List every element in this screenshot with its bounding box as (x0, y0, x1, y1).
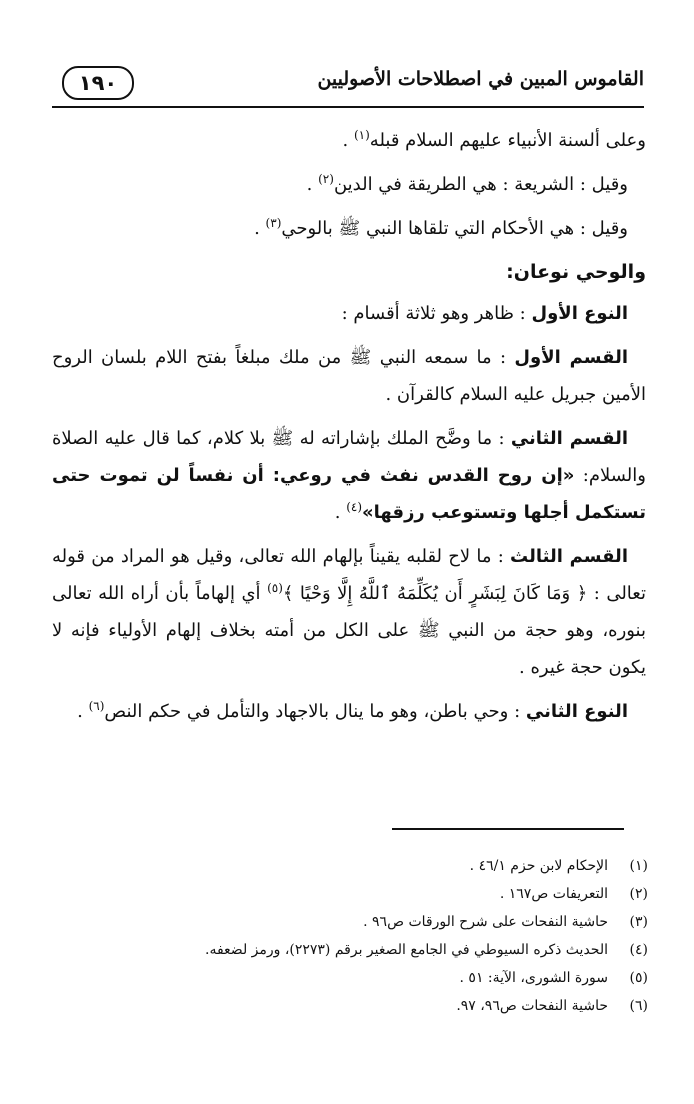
paragraph-text: وقيل : الشريعة : هي الطريقة في الدين (333, 174, 628, 195)
paragraph-end: . (342, 130, 354, 151)
footnote-ref-4: (٤) (346, 500, 363, 514)
footnote-divider (392, 828, 624, 830)
paragraph-section-2 (52, 420, 646, 531)
footnote-number: (٥) (629, 970, 648, 986)
footnote-number: (٢) (629, 886, 648, 902)
footnote-text: حاشية النفحات على شرح الورقات ص٩٦ . (363, 914, 608, 930)
paragraph-text: : ما سمعه النبي ﷺ من ملك مبلغاً بفتح اللام بلسان الروح الأمين جبريل عليه السلام كالقرآن . (52, 347, 646, 405)
page-header (52, 62, 644, 108)
footnote-item (52, 992, 648, 1020)
footnote-ref-3: (٣) (265, 216, 282, 230)
footnote-ref-6: (٦) (88, 699, 105, 713)
footnote-text: الحديث ذكره السيوطي في الجامع الصغير برقم (٢٢٧٣)، ورمز لضعفه. (205, 942, 608, 958)
page-number: ١٩٠ (62, 66, 134, 100)
paragraph-text: : ظاهر وهو ثلاثة أقسام : (341, 303, 532, 324)
paragraph-text: وقيل : هي الأحكام التي تلقاها النبي ﷺ بالوحي (281, 218, 628, 239)
footnote-item (52, 908, 648, 936)
paragraph-text: : ما وضَّح الملك بإشاراته له ﷺ بلا كلام، كما قال عليه الصلاة والسلام: (52, 428, 646, 486)
footnote-item (52, 964, 648, 992)
paragraph-text: أي إلهاماً بأن أراه الله تعالى بنوره، وهو حجة من النبي ﷺ على الكل من أمته بخلاف إلهام الأولياء فإنه لا يكون حجة غيره . (52, 583, 646, 678)
paragraph-end: . (254, 218, 266, 239)
type-1-label: النوع الأول (531, 303, 628, 324)
section-heading: والوحي نوعان: (506, 261, 646, 283)
paragraph-section-1 (52, 339, 646, 413)
footnote-ref-2: (٢) (318, 172, 334, 186)
paragraph-end: . (306, 174, 319, 195)
footnote-item (52, 880, 648, 908)
paragraph-end: . (334, 502, 347, 523)
footnote-text: سورة الشورى، الآية: ٥١ . (459, 970, 608, 986)
paragraph-type-1 (52, 295, 646, 332)
hadith-quote: «إن روح القدس نفث في روعي: أن نفساً لن تموت حتى تستكمل أجلها وتستوعب رزقها» (52, 465, 646, 523)
paragraph-end: . (77, 701, 89, 722)
footnote-text: التعريفات ص١٦٧ . (499, 886, 608, 902)
paragraph-prophets (52, 122, 646, 159)
footnote-text: الإحكام لابن حزم ٤٦/١ . (469, 858, 608, 874)
footnote-number: (٣) (629, 914, 648, 930)
quran-verse: ﴿ وَمَا كَانَ لِبَشَرٍ أَن يُكَلِّمَهُ ٱللَّهُ إِلَّا وَحْيًا ﴾ (282, 583, 588, 604)
footnote-number: (٦) (629, 998, 648, 1014)
footnotes (52, 852, 648, 1020)
paragraph-sharia (52, 166, 646, 203)
footnote-text: حاشية النفحات ص٩٦، ٩٧. (456, 998, 608, 1014)
paragraph-ahkam (52, 210, 646, 247)
paragraph-text: : ما لاح لقلبه يقيناً بإلهام الله تعالى، وقيل هو المراد من قوله تعالى : (52, 546, 646, 604)
footnote-item (52, 852, 648, 880)
type-2-label: النوع الثاني (525, 701, 628, 722)
paragraph-section-3 (52, 538, 646, 686)
main-text (52, 122, 646, 737)
paragraph-type-2 (52, 693, 646, 730)
section-3-label: القسم الثالث (510, 546, 628, 567)
section-2-label: القسم الثاني (510, 428, 629, 449)
footnote-number: (١) (629, 858, 648, 874)
footnote-item (52, 936, 648, 964)
section-1-label: القسم الأول (514, 347, 628, 368)
footnote-ref-5: (٥) (267, 581, 283, 595)
paragraph-text: : وحي باطن، وهو ما ينال بالاجهاد والتأمل في حكم النص (104, 701, 526, 722)
footnote-number: (٤) (629, 942, 648, 958)
footnote-ref-1: (١) (353, 128, 370, 142)
running-title: القاموس المبين في اصطلاحات الأصوليين (317, 68, 644, 90)
paragraph-text: وعلى ألسنة الأنبياء عليهم السلام قبله (369, 130, 646, 151)
